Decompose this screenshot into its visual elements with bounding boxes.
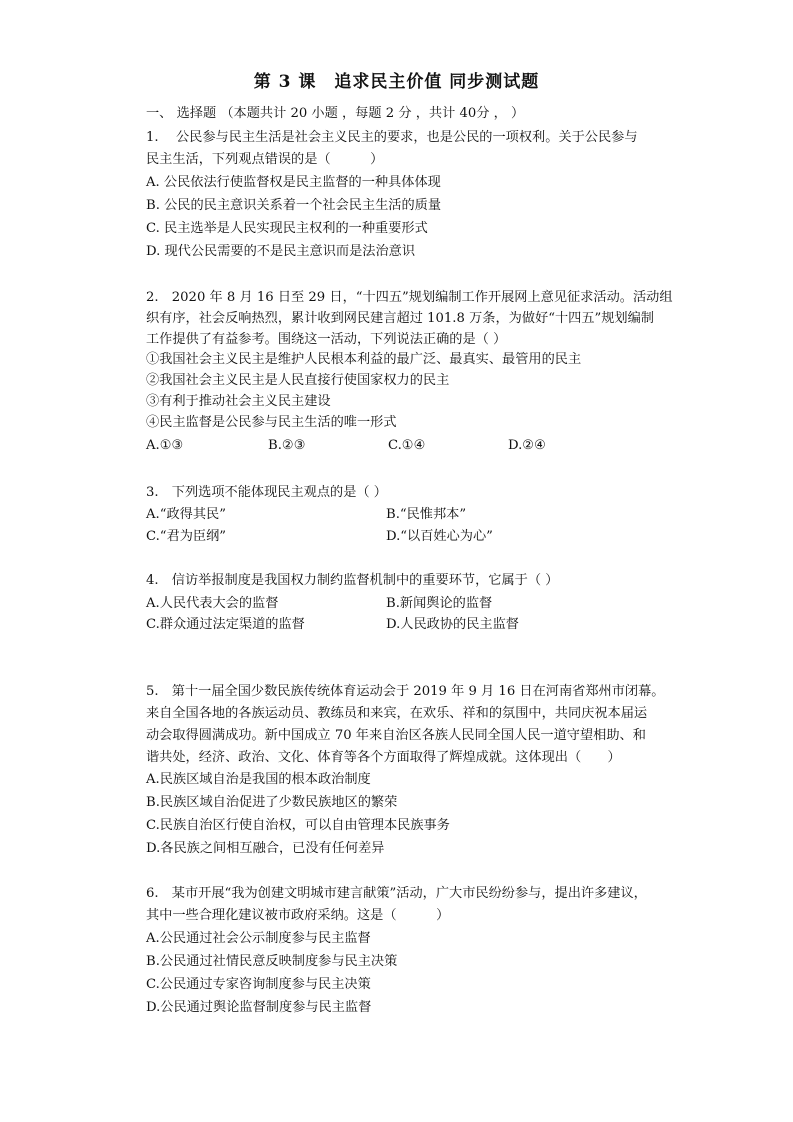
question-6-stem-line-1: 6. 某市开展“我为创建文明城市建言献策”活动，广大市民纷纷参与，提出许多建议，	[146, 886, 647, 901]
question-3-option-c: C.“君为臣纲”	[146, 529, 227, 544]
question-2-option-b: B.②③	[268, 438, 306, 453]
question-3-option-d: D.“以百姓心为心”	[386, 529, 493, 544]
question-1-option-d: D. 现代公民需要的不是民主意识而是法治意识	[146, 244, 416, 259]
question-2-option-d: D.②④	[508, 438, 546, 453]
question-4-option-c: C.群众通过法定渠道的监督	[146, 617, 305, 632]
question-2-stem-line-2: 织有序，社会反响热烈，累计收到网民建言超过 101.8 万条，为做好“十四五”规划编制	[146, 311, 654, 326]
question-5-option-b: B.民族区域自治促进了少数民族地区的繁荣	[146, 795, 398, 810]
question-1-stem-line-2: 民主生活，下列观点错误的是（ ）	[146, 152, 384, 167]
question-5-option-d: D.各民族之间相互融合，已没有任何差异	[146, 841, 385, 856]
question-2-statement-2: ②我国社会主义民主是人民直接行使国家权力的民主	[146, 373, 450, 388]
question-5-stem-line-2: 来自全国各地的各族运动员、教练员和来宾，在欢乐、祥和的氛围中，共同庆祝本届运	[146, 706, 648, 721]
question-6-stem-line-2: 其中一些合理化建议被市政府采纳。这是（ ）	[146, 908, 450, 923]
question-1-stem-line-1: 1. 公民参与民主生活是社会主义民主的要求，也是公民的一项权利。关于公民参与	[146, 130, 638, 145]
question-5-option-a: A.民族区域自治是我国的根本政治制度	[146, 772, 371, 787]
question-2-stem-line-1: 2. 2020 年 8 月 16 日至 29 日，“十四五”规划编制工作开展网上意见征求活动。活动组	[146, 290, 673, 305]
question-5-stem-line-1: 5. 第十一届全国少数民族传统体育运动会于 2019 年 9 月 16 日在河南省郑州市闭幕。	[146, 684, 665, 699]
question-4-option-a: A.人民代表大会的监督	[146, 596, 279, 611]
question-6-option-a: A.公民通过社会公示制度参与民主监督	[146, 931, 371, 946]
question-3-option-b: B.“民惟邦本”	[386, 507, 467, 522]
question-2-statement-1: ①我国社会主义民主是维护人民根本利益的最广泛、最真实、最管用的民主	[146, 352, 582, 367]
question-2-statement-3: ③有利于推动社会主义民主建设	[146, 394, 331, 409]
question-1-option-c: C. 民主选举是人民实现民主权利的一种重要形式	[146, 221, 428, 236]
question-6-option-c: C.公民通过专家咨询制度参与民主决策	[146, 977, 371, 992]
question-2-option-c: C.①④	[388, 438, 426, 453]
page-title: 第 3 课 追求民主价值 同步测试题	[253, 72, 540, 92]
question-6-option-b: B.公民通过社情民意反映制度参与民主决策	[146, 954, 398, 969]
question-1-option-a: A. 公民依法行使监督权是民主监督的一种具体体现	[146, 175, 441, 190]
question-1-option-b: B. 公民的民主意识关系着一个社会民主生活的质量	[146, 198, 442, 213]
question-4-option-d: D.人民政协的民主监督	[386, 617, 519, 632]
question-3-option-a: A.“政得其民”	[146, 507, 226, 522]
question-4-stem: 4. 信访举报制度是我国权力制约监督机制中的重要环节，它属于（ ）	[146, 573, 559, 588]
question-5-stem-line-3: 动会取得圆满成功。新中国成立 70 年来自治区各族人民同全国人民一道守望相助、和	[146, 728, 646, 743]
question-2-statement-4: ④民主监督是公民参与民主生活的唯一形式	[146, 415, 397, 430]
question-2-stem-line-3: 工作提供了有益参考。围绕这一活动，下列说法正确的是（ ）	[146, 332, 507, 347]
section-heading: 一、 选择题 （本题共计 20 小题 ，每题 2 分 ，共计 40分 ， ）	[146, 106, 525, 121]
question-5-option-c: C.民族自治区行使自治权，可以自由管理本民族事务	[146, 818, 450, 833]
question-2-option-a: A.①③	[146, 438, 184, 453]
question-6-option-d: D.公民通过舆论监督制度参与民主监督	[146, 1000, 372, 1015]
question-5-stem-line-4: 谐共处，经济、政治、文化、体育等各个方面取得了辉煌成就。这体现出（ ）	[146, 750, 621, 765]
question-4-option-b: B.新闻舆论的监督	[386, 596, 493, 611]
question-3-stem: 3. 下列选项不能体现民主观点的是（ ）	[146, 485, 387, 500]
